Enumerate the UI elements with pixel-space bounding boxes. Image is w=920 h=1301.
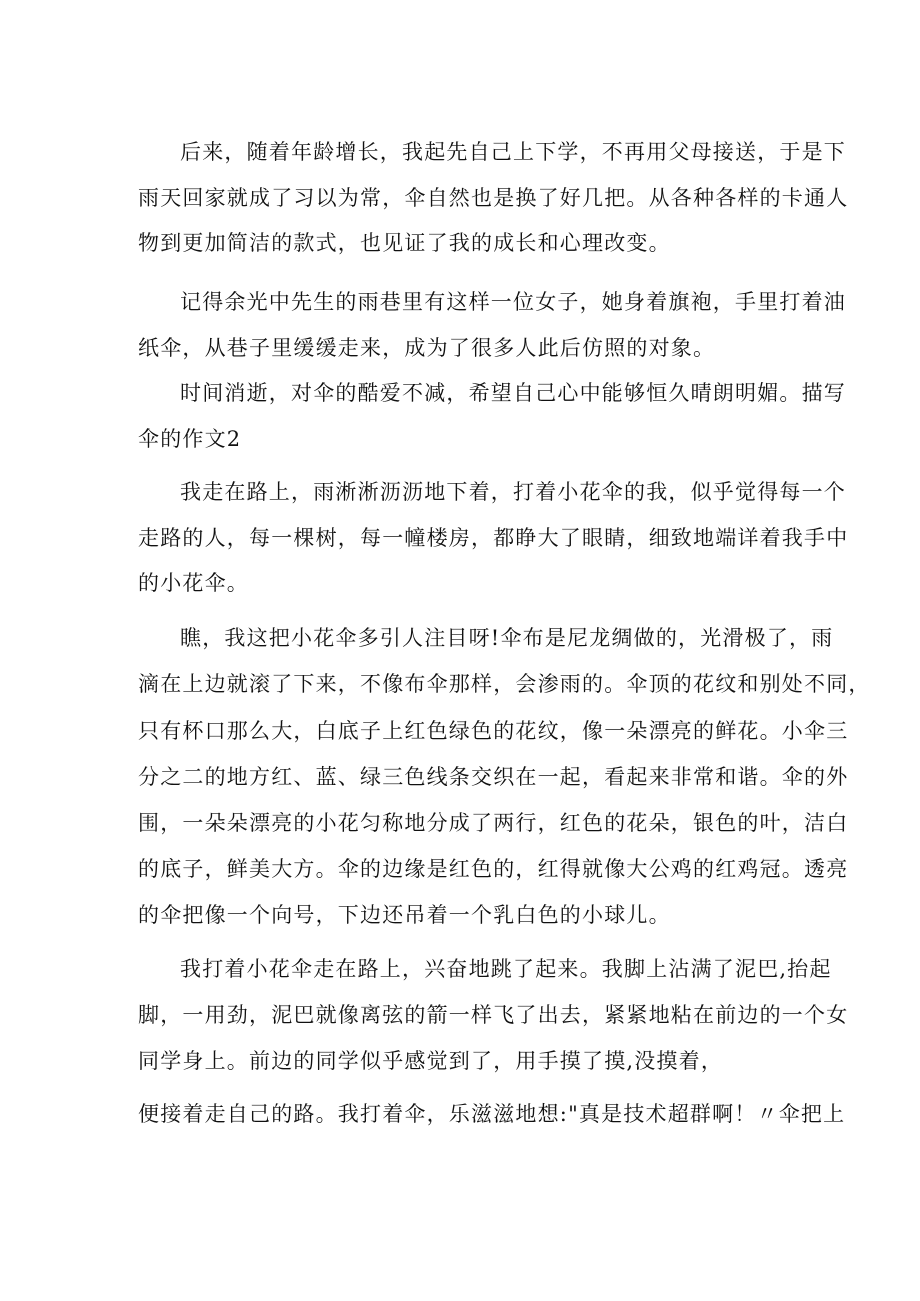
text-line: 滴在上边就滚了下来，不像布伞那样，会渗雨的。伞顶的花纹和别处不同， bbox=[138, 672, 871, 696]
text-line: 时间消逝，对伞的酷爱不减，希望自己心中能够恒久晴朗明媚。描写 bbox=[180, 381, 846, 405]
text-line: 伞的作文2 bbox=[138, 427, 242, 451]
text-line: 的小花伞。 bbox=[138, 571, 249, 595]
text-line: 瞧，我这把小花伞多引人注目呀!伞布是尼龙绸做的，光滑极了，雨 bbox=[180, 626, 834, 650]
text-line: 后来，随着年龄增长，我起先自己上下学，不再用父母接送，于是下 bbox=[180, 140, 846, 164]
text-line: 的底子，鲜美大方。伞的边缘是红色的，红得就像大公鸡的红鸡冠。透亮 bbox=[138, 857, 849, 881]
text-line: 我打着小花伞走在路上，兴奋地跳了起来。我脚上沾满了泥巴,抬起 bbox=[180, 957, 832, 981]
text-line: 物到更加简洁的款式，也见证了我的成长和心理改变。 bbox=[138, 231, 671, 255]
text-line: 围，一朵朵漂亮的小花匀称地分成了两行，红色的花朵，银色的叶，洁白 bbox=[138, 811, 849, 835]
text-line: 记得余光中先生的雨巷里有这样一位女子，她身着旗袍，手里打着油 bbox=[180, 290, 846, 314]
text-line: 的伞把像一个向号，下边还吊着一个乳白色的小球儿。 bbox=[138, 903, 671, 927]
text-line: 只有杯口那么大，白底子上红色绿色的花纹，像一朵漂亮的鲜花。小伞三 bbox=[138, 719, 849, 743]
text-line: 我走在路上，雨淅淅沥沥地下着，打着小花伞的我，似乎觉得每一个 bbox=[180, 480, 846, 504]
text-line: 分之二的地方红、蓝、绿三色线条交织在一起，看起来非常和谐。伞的外 bbox=[138, 765, 849, 789]
text-line: 走路的人，每一棵树，每一幢楼房，都睁大了眼睛，细致地端详着我手中 bbox=[138, 526, 849, 550]
text-line: 雨天回家就成了习以为常，伞自然也是换了好几把。从各种各样的卡通人 bbox=[138, 186, 849, 210]
text-line: 纸伞，从巷子里缓缓走来，成为了很多人此后仿照的对象。 bbox=[138, 336, 716, 360]
text-line: 脚，一用劲，泥巴就像离弦的箭一样飞了出去，紧紧地粘在前边的一个女 bbox=[138, 1003, 849, 1027]
text-line: 便接着走自己的路。我打着伞，乐滋滋地想:"真是技术超群啊！〃伞把上 bbox=[138, 1102, 846, 1126]
text-line: 同学身上。前边的同学似乎感觉到了，用手摸了摸,没摸着， bbox=[138, 1049, 724, 1073]
